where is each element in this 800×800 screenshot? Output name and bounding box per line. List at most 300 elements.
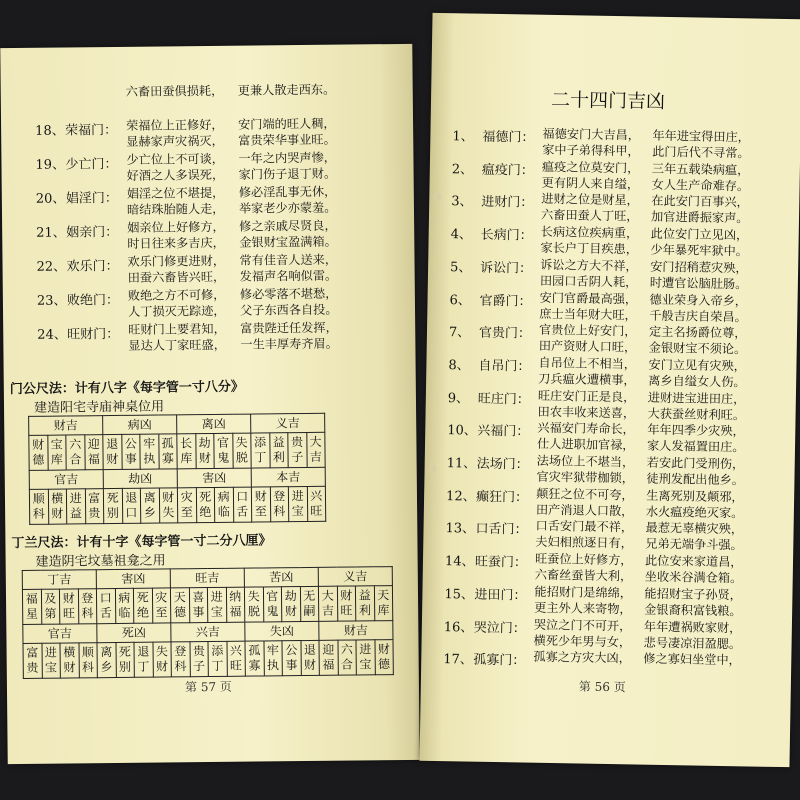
grid-cell (263, 641, 282, 676)
verse-line: 三年五载染病瘟， (651, 161, 750, 178)
verse-line: 自吊位上不相当， (538, 355, 637, 372)
verse-line: 安门立见有灾殃， (648, 357, 747, 374)
grid-char: 旺 (310, 503, 323, 518)
verse-line: 田农丰收来送喜， (537, 404, 636, 421)
grid-char: 宝 (44, 660, 58, 675)
grid-char: 旺 (340, 603, 353, 618)
grid-char: 嗣 (303, 603, 316, 619)
verse-line: 大获蚕丝财利旺。 (647, 406, 746, 422)
grid-group-header: 义吉 (251, 413, 325, 433)
grid-char: 利 (358, 603, 371, 618)
grid-char: 官 (217, 435, 230, 450)
verse-line: 福德安门大吉昌， (542, 126, 641, 143)
verse-line: 旺蚕位上好修方， (534, 551, 633, 568)
grid-cell (282, 641, 301, 676)
grid-char: 大 (321, 588, 334, 603)
verse-line: 家人发福置田庄。 (646, 438, 745, 455)
verse-line: 时遭官讼脑肚肠。 (649, 275, 748, 292)
grid-char: 口 (99, 591, 112, 606)
grid-cell (356, 640, 375, 675)
verse-line: 田产资财人口旺， (538, 338, 637, 355)
verse-line: 此位安门立见凶， (650, 226, 749, 243)
grid-char: 财 (303, 657, 317, 673)
grid-char: 脱 (247, 604, 260, 619)
verse-line: 夫妇相煎逐日有， (535, 535, 633, 551)
left-page (0, 44, 419, 764)
grid-group-header: 苦凶 (244, 567, 318, 587)
verse-line: 女人生产命难存。 (651, 177, 750, 194)
verse-line: 六畜田蚕俱损耗， (125, 83, 224, 99)
grid-char: 舌 (236, 504, 249, 519)
entry-number: 17、 (443, 652, 473, 668)
verse-line: 此位安来家道昌， (644, 553, 743, 570)
grid-char: 事 (192, 605, 205, 620)
verse-line: 举家老少亦蒙羞。 (238, 200, 337, 216)
grid-group-header: 劫凶 (103, 469, 177, 489)
verse-line: 显赫家声灾祸灭， (126, 133, 224, 149)
entry-name: 旺财门： (67, 326, 120, 343)
grid-cell (245, 641, 264, 676)
grid-cell (307, 486, 326, 521)
grid-group-header: 兴吉 (171, 622, 245, 642)
grid-char: 临 (217, 504, 230, 519)
grid-cell (170, 588, 189, 623)
grid-char: 迎 (322, 642, 335, 657)
verse-line: 更主外人来寄物， (534, 600, 632, 617)
grid-char: 财 (284, 604, 297, 619)
verse-line: 颠狂之位不可夸， (536, 486, 634, 503)
verse-line: 旺财门上要君知， (128, 321, 226, 337)
entry-number: 24、 (37, 327, 67, 343)
grid-char: 德 (377, 657, 391, 672)
grid-char: 死 (136, 590, 149, 605)
verse-line: 安门招稍惹灾殃， (650, 259, 748, 276)
entry-number: 3、 (451, 194, 473, 210)
grid-cell (23, 643, 42, 678)
entry-name: 诉讼门： (479, 260, 533, 277)
verse-line: 娼淫之位不堪提， (126, 185, 225, 201)
grid-char: 临 (118, 605, 131, 620)
grid-char: 长 (180, 436, 193, 451)
entry-number: 16、 (443, 619, 474, 636)
grid-cell (232, 433, 251, 468)
grid-char: 财 (162, 490, 175, 505)
verse-line: 瘟疫之位莫安门， (541, 159, 640, 176)
entry-name: 败绝门： (66, 292, 120, 309)
grid-char: 至 (254, 504, 267, 519)
grid-char: 公 (285, 643, 298, 658)
grid-char: 贵 (192, 644, 205, 659)
verse-line: 修之寡妇坐堂中， (643, 651, 741, 668)
verse-line: 若安此门受刑伤， (646, 455, 745, 472)
entry-name: 兴福门： (477, 423, 530, 440)
verse-line: 一年之内哭声惨， (238, 150, 337, 166)
grid-char: 退 (303, 642, 316, 658)
ding-lan-table (22, 566, 394, 679)
right-page (420, 13, 800, 767)
grid-char: 财 (106, 451, 119, 467)
entry-name: 少亡门： (65, 156, 118, 173)
grid-cell (233, 487, 252, 522)
grid-char: 丁 (211, 658, 224, 673)
verse-line: 孤寡之方灾大凶， (533, 649, 631, 666)
grid-group-header: 离凶 (177, 414, 251, 434)
verse-line: 悲号凄凉泪盈腮。 (643, 635, 742, 651)
grid-cell (29, 489, 48, 524)
grid-cell (60, 643, 79, 678)
grid-char: 合 (69, 452, 82, 467)
right-page-title: 二十四门吉凶 (550, 88, 666, 113)
grid-cell (48, 489, 67, 524)
grid-char: 及 (44, 591, 57, 606)
grid-char: 离 (100, 645, 113, 660)
verse-line: 离乡自缢女人伤。 (648, 373, 746, 390)
verse-line: 最惹无辜横灾殃， (645, 521, 744, 537)
grid-cell-row (29, 486, 325, 524)
grid-group-header: 官吉 (29, 470, 103, 490)
verse-line: 定主名扬爵位尊， (648, 324, 747, 341)
grid-char: 星 (25, 606, 39, 621)
grid-cell (97, 643, 116, 678)
grid-char: 纳 (229, 589, 242, 604)
grid-char: 贵 (291, 435, 304, 450)
verse-line: 田园口舌阴人耗， (539, 273, 638, 290)
grid-cell (214, 433, 233, 468)
grid-group-header: 害凶 (96, 569, 170, 589)
grid-char: 科 (81, 660, 95, 675)
entry-name: 口舌门： (475, 522, 528, 538)
grid-char: 牢 (143, 436, 156, 451)
grid-char: 财 (32, 437, 45, 452)
grid-cell (214, 487, 233, 522)
grid-char: 科 (273, 504, 286, 519)
grid-char: 库 (180, 451, 193, 466)
grid-cell (59, 589, 78, 624)
grid-char: 死 (118, 644, 131, 659)
grid-cell (288, 486, 307, 521)
grid-cell (226, 587, 245, 622)
verse-line: 人丁损灭无踪迹， (127, 303, 226, 319)
grid-cell (251, 433, 270, 468)
grid-char: 富 (26, 645, 39, 660)
grid-char: 丁 (254, 450, 267, 465)
grid-char: 财 (377, 642, 390, 657)
entry-number: 23、 (36, 293, 67, 309)
grid-char: 死 (106, 490, 119, 506)
binding-hole (433, 193, 441, 201)
grid-char: 利 (272, 450, 285, 465)
verse-line: 坐收米谷满仓箱。 (644, 569, 743, 586)
grid-group-header: 失凶 (245, 621, 319, 641)
verse-line: 富贵荣华事业旺。 (238, 132, 336, 148)
grid-char: 顺 (32, 491, 45, 506)
verse-line: 仕人进职加官禄， (536, 437, 635, 453)
grid-cell (78, 643, 97, 678)
grid-cell (96, 589, 115, 624)
grid-char: 贵 (26, 660, 39, 675)
grid-char: 事 (124, 451, 137, 466)
verse-line: 进财进宝进田庄， (647, 390, 746, 406)
grid-char: 退 (106, 436, 119, 452)
grid-char: 灾 (155, 590, 168, 605)
grid-cell (140, 488, 159, 523)
verse-line: 少亡位上不可谈， (126, 151, 225, 167)
grid-char: 乡 (143, 505, 156, 520)
left-entries (0, 44, 412, 353)
grid-cell (140, 434, 159, 469)
verse-line: 田蚕六畜皆兴旺， (127, 269, 226, 285)
verse-line: 修必淫乱事无休， (238, 184, 337, 200)
grid-cell (115, 588, 134, 623)
entry-name: 法场门： (476, 456, 529, 473)
grid-cell (85, 489, 104, 524)
grid-char: 益 (358, 588, 371, 603)
grid-cell (159, 488, 178, 523)
entry-number: 22、 (36, 259, 67, 275)
grid-char: 寡 (161, 451, 174, 466)
entry-name: 哭泣门： (473, 620, 526, 637)
grid-char: 退 (137, 644, 150, 659)
verse-line: 发福声名响似雷。 (239, 268, 338, 284)
grid-cell (121, 434, 140, 469)
grid-char: 退 (125, 490, 138, 505)
grid-char: 顺 (81, 645, 94, 660)
entry-name: 瘟疫门： (481, 162, 534, 179)
ding-lan-title: 丁兰尺法：计有十字《每字管一寸二分八厘》 (11, 533, 272, 552)
entry-name: 官爵门： (479, 293, 532, 310)
grid-cell (251, 487, 270, 522)
grid-cell (269, 433, 288, 468)
grid-cell-row (22, 586, 392, 625)
grid-group-header: 害凶 (177, 468, 251, 488)
verse-line: 兴福安门寿命长， (537, 421, 635, 437)
grid-char: 贵 (88, 506, 101, 521)
grid-char: 财 (155, 659, 169, 674)
verse-line: 年年四季少灾殃， (647, 422, 745, 439)
entry-number: 15、 (444, 586, 475, 603)
verse-line: 富贵陛迁任发挥， (240, 320, 338, 336)
grid-cell (84, 435, 103, 470)
grid-cell (78, 589, 97, 624)
grid-cell (300, 640, 319, 675)
grid-char: 库 (50, 452, 63, 467)
grid-char: 福 (229, 604, 242, 619)
verse-line: 金银裔积富钱粮。 (644, 602, 742, 619)
grid-char: 死 (199, 489, 212, 505)
grid-char: 绝 (136, 605, 150, 620)
grid-char: 进 (359, 642, 372, 657)
entry-name: 癫狂门： (475, 489, 529, 506)
grid-cell (281, 587, 300, 622)
verse-line: 哭泣之门不可开， (533, 617, 632, 633)
grid-char: 进 (44, 645, 57, 660)
entry-name: 旺蚕门： (474, 554, 528, 571)
grid-char: 科 (174, 659, 187, 674)
verse-line: 修必零落不堪愁， (239, 286, 338, 302)
verse-line: 安门官爵最高强， (539, 290, 638, 306)
grid-cell (319, 640, 338, 675)
entry-number: 5、 (449, 259, 472, 276)
grid-cell (288, 432, 307, 467)
verse-line: 金银财宝盈满箱。 (239, 234, 337, 250)
grid-char: 失 (162, 505, 175, 520)
grid-cell (374, 640, 393, 675)
verse-line: 家门伤子退丁财。 (238, 166, 337, 182)
grid-char: 益 (272, 435, 285, 450)
grid-char: 旺 (62, 606, 76, 621)
grid-char: 第 (44, 606, 57, 621)
entry-name: 长病门： (480, 227, 533, 244)
grid-group-header: 官吉 (23, 624, 97, 644)
verse-line: 时日往来多吉庆， (127, 235, 225, 251)
grid-char: 福 (322, 657, 335, 672)
grid-char: 牢 (266, 643, 279, 658)
entry-number: 18、 (35, 123, 65, 139)
grid-char: 库 (377, 603, 390, 618)
grid-cell (66, 489, 85, 524)
grid-char: 病 (118, 590, 131, 605)
verse-line: 水火瘟疫绝灭家。 (645, 504, 744, 521)
grid-char: 天 (377, 588, 390, 603)
grid-cell (244, 587, 263, 622)
men-gong-subtitle: 建造阳宅寺庙神桌位用 (33, 399, 165, 416)
verse-line: 年年遭祸败家财， (643, 619, 742, 635)
entry-number: 20、 (35, 191, 66, 207)
grid-char: 财 (254, 489, 267, 504)
grid-char: 病 (217, 489, 230, 504)
entry-number: 21、 (36, 225, 66, 241)
grid-char: 宝 (291, 504, 304, 519)
verse-line: 旺庄安门正是良， (537, 388, 636, 405)
grid-char: 孤 (161, 436, 174, 451)
grid-cell (133, 588, 152, 623)
verse-line: 加官进爵振家声。 (650, 210, 749, 226)
verse-line: 暗结珠胎随人走， (126, 201, 225, 217)
grid-char: 子 (192, 659, 206, 674)
grid-char: 公 (124, 436, 137, 451)
grid-char: 别 (118, 659, 132, 674)
grid-char: 财 (63, 660, 76, 675)
entry-number: 12、 (445, 488, 476, 505)
grid-char: 益 (69, 506, 82, 521)
grid-cell (158, 434, 177, 469)
binding-hole (429, 465, 437, 473)
grid-cell (337, 640, 356, 675)
grid-cell (22, 589, 41, 624)
grid-cell (134, 642, 153, 677)
grid-cell (195, 433, 214, 468)
grid-cell (207, 587, 226, 622)
verse-line: 一生丰厚寿齐眉。 (240, 336, 338, 352)
grid-char: 福 (87, 452, 100, 467)
grid-char: 执 (143, 451, 156, 466)
grid-char: 旺 (229, 658, 243, 673)
grid-cell (374, 586, 393, 621)
verse-line: 进财之位是财星， (541, 192, 639, 208)
grid-cell (263, 587, 282, 622)
grid-cell (300, 586, 319, 621)
verse-line: 生离死别及颠邪， (646, 488, 744, 505)
grid-char: 德 (32, 452, 45, 467)
grid-char: 宝 (50, 437, 63, 452)
grid-group-header: 义吉 (318, 567, 392, 587)
verse-line: 徒刑发配出他乡。 (646, 471, 745, 488)
grid-char: 劫 (284, 589, 297, 604)
grid-char: 添 (211, 643, 224, 658)
grid-char: 兴 (310, 488, 323, 503)
grid-cell (177, 488, 196, 523)
verse-line: 六畜田蚕人丁旺， (540, 208, 639, 224)
grid-cell (196, 487, 215, 522)
grid-char: 脱 (235, 450, 248, 465)
entry-name: 欢乐门： (66, 258, 119, 275)
verse-line: 能招财宝子孙贤， (644, 586, 743, 603)
grid-char: 大 (309, 434, 322, 449)
grid-group-header: 丁吉 (22, 570, 96, 590)
grid-char: 吉 (321, 603, 334, 618)
grid-char: 灾 (180, 490, 193, 505)
grid-char: 失 (155, 644, 168, 659)
entry-name: 荣福门： (65, 122, 118, 139)
verse-line: 长病这位疾病重， (540, 224, 639, 241)
grid-char: 执 (266, 658, 280, 673)
grid-group-header: 旺吉 (170, 568, 244, 588)
grid-char: 德 (173, 605, 187, 620)
verse-line: 更兼人散走西东。 (237, 82, 336, 98)
grid-cell-row (23, 640, 393, 679)
grid-char: 吉 (309, 449, 322, 464)
entry-name: 进田门： (474, 587, 527, 604)
verse-line: 刀兵瘟火遭横事， (538, 371, 636, 388)
verse-line: 官贵位上好安门， (538, 322, 637, 339)
grid-char: 舌 (99, 606, 113, 621)
verse-line: 常有佳音人送来， (239, 252, 338, 268)
grid-char: 鬼 (266, 604, 279, 619)
grid-char: 寡 (248, 658, 261, 673)
entry-name: 孤寡门： (473, 652, 526, 669)
verse-line: 姻亲位上好修方， (127, 219, 225, 235)
grid-char: 天 (173, 590, 186, 605)
entry-name: 旺庄门： (477, 391, 530, 408)
grid-cell (41, 589, 60, 624)
grid-char: 六 (340, 642, 353, 657)
verse-line: 横死少年男与女， (533, 633, 632, 649)
entry-name: 官贵门： (478, 325, 532, 342)
entry-number: 13、 (445, 521, 476, 538)
grid-cell (171, 642, 190, 677)
entry-number: 4、 (450, 227, 473, 243)
verse-line: 庶士当年财大旺， (539, 306, 637, 322)
verse-line: 口舌安门最不祥， (535, 519, 634, 535)
grid-char: 进 (210, 589, 223, 605)
grid-char: 合 (340, 657, 354, 672)
verse-line: 法场位上不堪当， (536, 453, 635, 470)
grid-char: 财 (62, 591, 75, 606)
verse-line: 更有阴人来自缢， (541, 175, 640, 192)
entry-number: 1、 (452, 129, 474, 145)
grid-char: 福 (25, 591, 38, 606)
verse-line: 荣福位上正修好， (126, 117, 224, 133)
grid-char: 别 (106, 505, 119, 521)
grid-cell (66, 435, 85, 470)
grid-cell (29, 435, 48, 470)
grid-group-header: 财吉 (319, 621, 393, 641)
entry-number: 8、 (448, 358, 470, 374)
left-page-number: 第 57 页 (184, 679, 232, 695)
grid-cell (122, 488, 141, 523)
grid-char: 绝 (199, 504, 212, 520)
verse-line: 德业荣身入帝乡， (649, 292, 748, 308)
